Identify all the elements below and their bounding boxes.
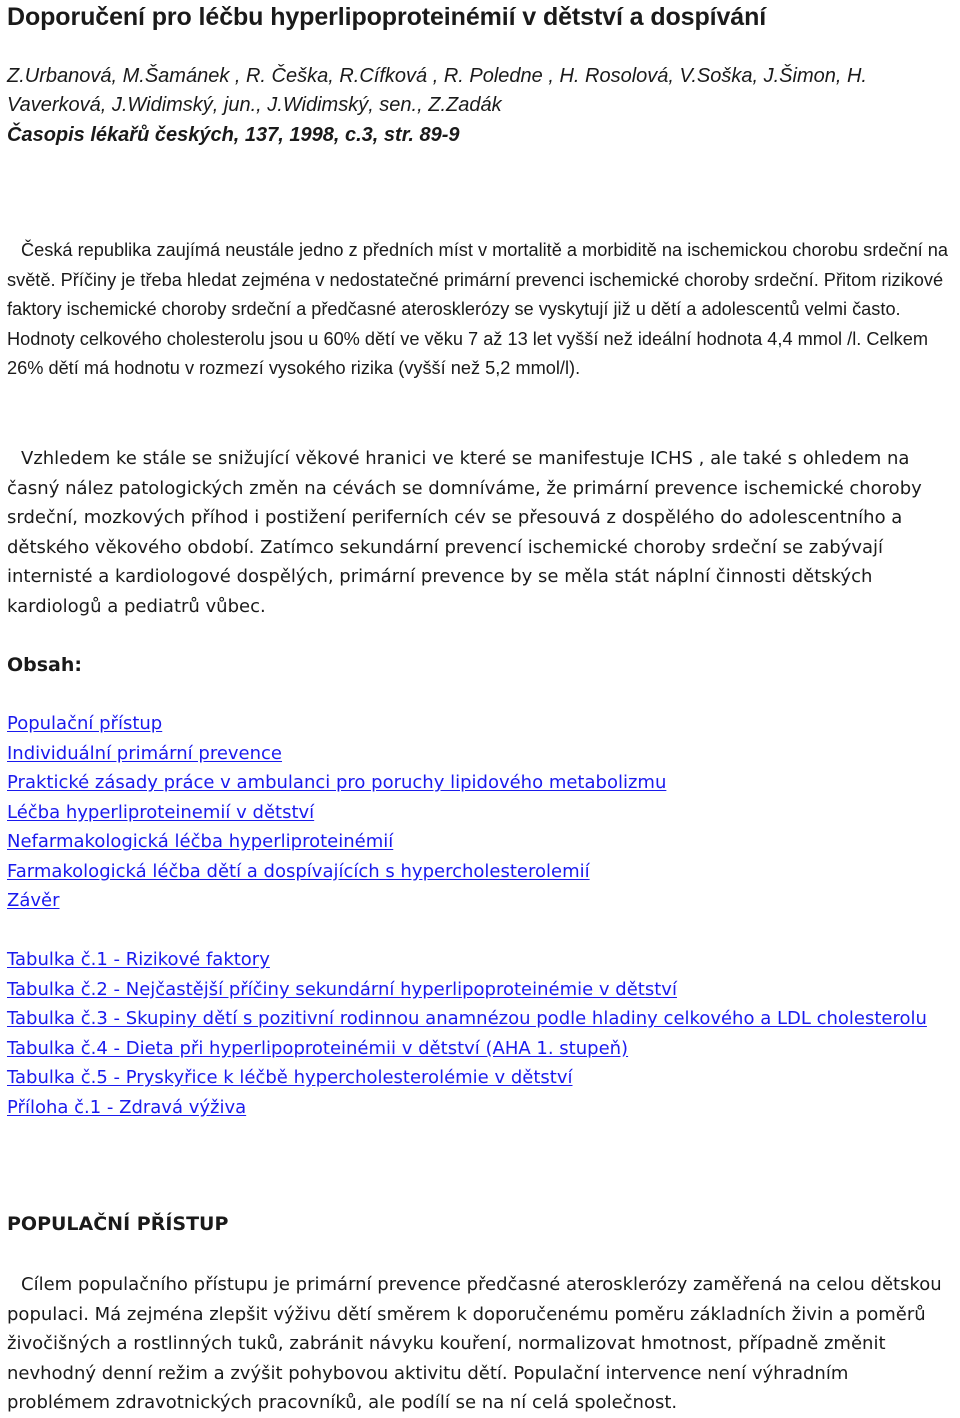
intro-paragraph-1 — [7, 236, 955, 384]
populacni-paragraph-text: Cílem populačního přístupu je primární prevence předčasné aterosklerózy zaměřená na celou dětskou populaci. Má zejména zlepšit výživu dětí směrem k doporučenému poměru základních živin a poměrů živočišných a rostlinných tuků, zabránit návyku kouření, normalizovat hmotnost, případně změnit nevhodný denní režim a zvýšit pohybovou aktivitu dětí. Populační intervence není výhradním problémem zdravotnických pracovníků, ale podílí se na ní celá společnost. — [7, 1274, 942, 1413]
toc-item — [7, 739, 955, 769]
toc-item — [7, 945, 955, 975]
toc-link-tabulka-5[interactable]: Tabulka č.5 - Pryskyřice k léčbě hypercholesterolémie v dětství — [7, 1067, 573, 1088]
toc-item — [7, 798, 955, 828]
author-list: Z.Urbanová, M.Šamánek , R. Češka, R.Cífková , R. Poledne , H. Rosolová, V.Soška, J.Šimon, H. Vaverková, J.Widimský, jun., J.Widimský, sen., Z.Zadák — [7, 65, 867, 116]
toc-link-prakticke-zasady[interactable]: Praktické zásady práce v ambulanci pro poruchy lipidového metabolizmu — [7, 772, 667, 793]
toc-item — [7, 1004, 955, 1034]
toc-link-zaver[interactable]: Závěr — [7, 890, 60, 911]
toc-link-individualni-prevence[interactable]: Individuální primární prevence — [7, 742, 283, 764]
contents-heading: Obsah: — [7, 654, 83, 676]
toc-item — [7, 975, 955, 1005]
toc-item — [7, 1034, 955, 1064]
intro-paragraph-1-text: Česká republika zaujímá neustále jedno z předních míst v mortalitě a morbiditě na ischemickou chorobu srdeční na světě. Příčiny je třeba hledat zejména v nedostatečné primární prevenci ischemické choroby srdeční. Přitom rizikové faktory ischemické choroby srdeční a předčasné aterosklerózy se vyskytují již u dětí a adolescentů velmi často. Hodnoty celkového cholesterolu jsou u 60% dětí ve věku 7 až 13 let vyšší než ideální hodnota 4,4 mmol /l. Celkem 26% dětí má hodnotu v rozmezí vysokého rizika (vyšší než 5,2 mmol/l). — [7, 240, 949, 378]
document-title: Doporučení pro léčbu hyperlipoproteinémií v dětství a dospívání — [7, 3, 767, 31]
toc-link-tabulka-3[interactable]: Tabulka č.3 - Skupiny dětí s pozitivní rodinnou anamnézou podle hladiny celkového a LDL cholesterolu — [7, 1008, 927, 1029]
toc-link-farmakologicka-lecba[interactable]: Farmakologická léčba dětí a dospívajících s hypercholesterolemií — [7, 860, 590, 882]
toc-item — [7, 768, 955, 798]
toc-link-tabulka-1[interactable]: Tabulka č.1 - Rizikové faktory — [7, 949, 270, 970]
toc-item — [7, 886, 955, 916]
section-heading-populacni-pristup: POPULAČNÍ PŘÍSTUP — [7, 1213, 229, 1235]
toc-link-tabulka-4[interactable]: Tabulka č.4 - Dieta při hyperlipoproteinémii v dětství (AHA 1. stupeň) — [7, 1037, 629, 1059]
toc-link-lecba-v-detstvi[interactable]: Léčba hyperliproteinemií v dětství — [7, 801, 315, 823]
toc-link-nefarmakologicka-lecba[interactable]: Nefarmakologická léčba hyperliproteinémií — [7, 831, 394, 852]
toc-table-links — [7, 945, 955, 1122]
intro-paragraph-2 — [7, 444, 955, 621]
toc-link-priloha-1[interactable]: Příloha č.1 - Zdravá výživa — [7, 1096, 247, 1118]
journal-citation: Časopis lékařů českých, 137, 1998, c.3, str. 89-9 — [7, 124, 460, 146]
toc-item — [7, 827, 955, 857]
toc-section-links — [7, 709, 955, 916]
toc-item — [7, 857, 955, 887]
toc-link-populacni-pristup[interactable]: Populační přístup — [7, 713, 163, 734]
populacni-paragraph — [7, 1270, 955, 1418]
toc-link-tabulka-2[interactable]: Tabulka č.2 - Nejčastější příčiny sekundární hyperlipoproteinémie v dětství — [7, 978, 677, 1000]
toc-item — [7, 1063, 955, 1093]
toc-item — [7, 1093, 955, 1123]
toc-item — [7, 709, 955, 739]
intro-paragraph-2-text: Vzhledem ke stále se snižující věkové hranici ve které se manifestuje ICHS , ale také s ohledem na časný nález patologických změn na cévách se domníváme, že primární prevence ischemické choroby srdeční, mozkových příhod i postižení periferních cév se přesouvá z dospělého do adolescentního a dětského věkového období. Zatímco sekundární prevencí ischemické choroby srdeční se zabývají internisté a kardiologové dospělých, primární prevence by se měla stát náplní činnosti dětských kardiologů a pediatrů vůbec. — [7, 448, 922, 617]
